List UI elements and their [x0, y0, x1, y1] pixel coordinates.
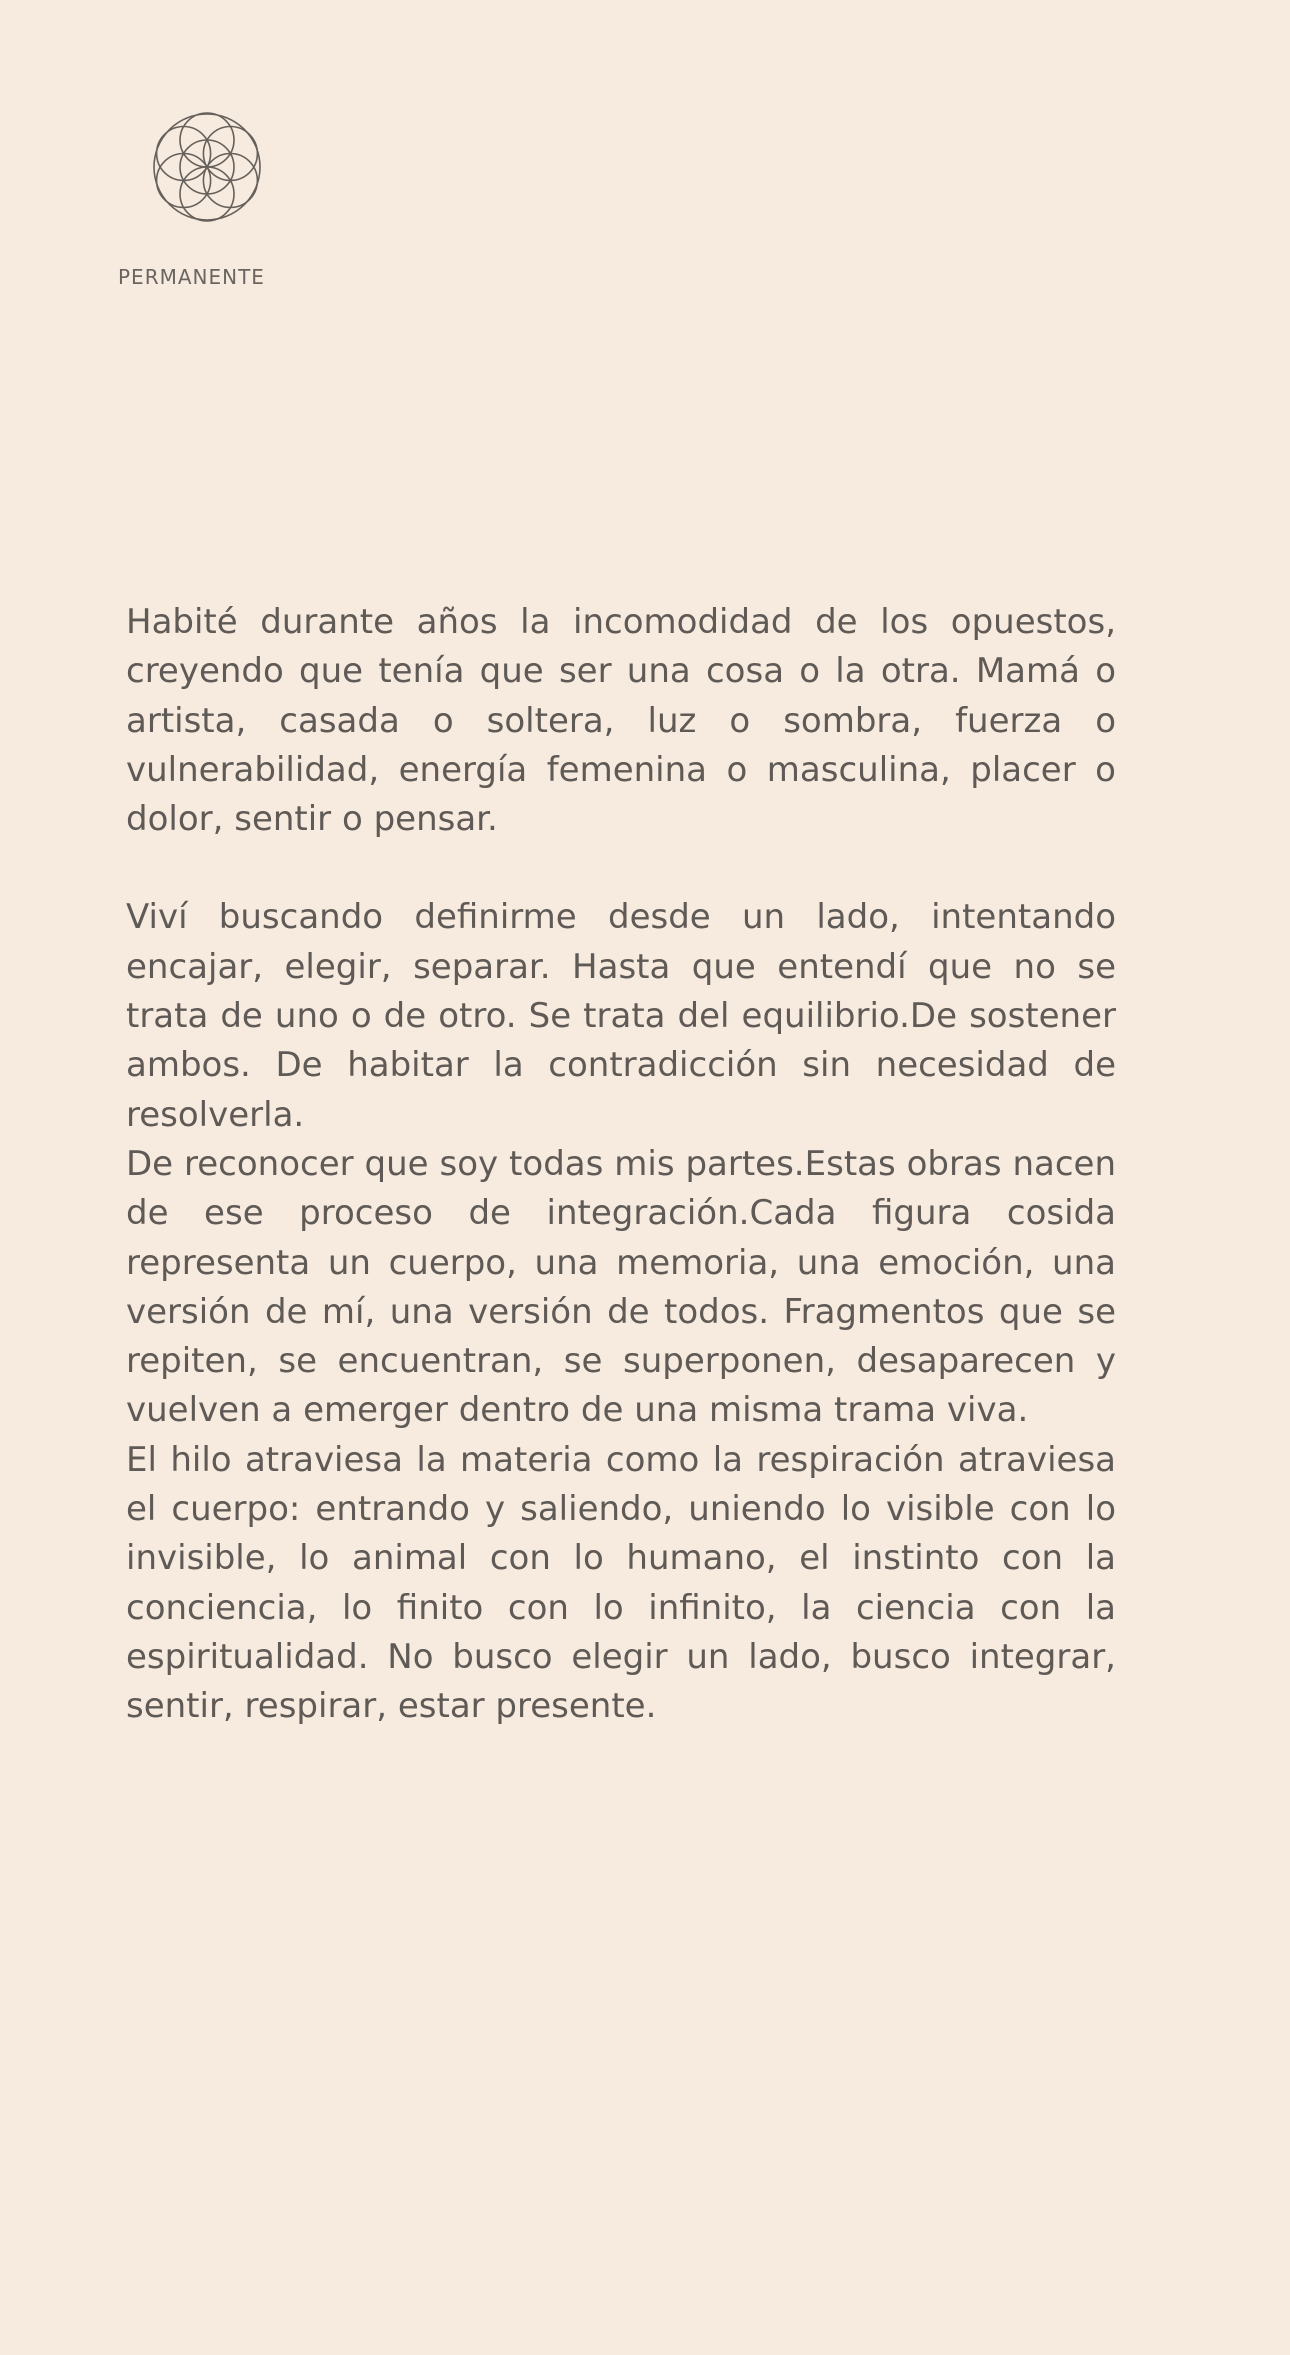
brand-name: PERMANENTE: [118, 265, 265, 289]
statement-paragraph: El hilo atraviesa la materia como la respiración atraviesa el cuerpo: entrando y saliendo, uniendo lo visible con lo invisible, lo animal con lo humano, el instinto con la conciencia, lo finito con lo infinito, la ciencia con la espiritualidad. No busco elegir un lado, busco integrar, sentir, respirar, estar presente.: [126, 1439, 1116, 1727]
statement-text: [126, 598, 1116, 1732]
seed-of-life-icon: [118, 88, 296, 248]
statement-paragraph: Viví buscando definirme desde un lado, intentando encajar, elegir, separar. Hasta que entendí que no se trata de uno o de otro. Se trata del equilibrio.De sostener ambos. De habitar la contradicción sin necesidad de resolverla.: [126, 897, 1116, 1135]
statement-paragraph: De reconocer que soy todas mis partes.Estas obras nacen de ese proceso de integración.Cada figura cosida representa un cuerpo, una memoria, una emoción, una versión de mí, una versión de todos. Fragmentos que se repiten, se encuentran, se superponen, desaparecen y vuelven a emerger dentro de una misma trama viva.: [126, 1143, 1116, 1431]
statement-paragraph: Habité durante años la incomodidad de los opuestos, creyendo que tenía que ser una cosa o la otra. Mamá o artista, casada o soltera, luz o sombra, fuerza o vulnerabilidad, energía femenina o masculina, placer o dolor, sentir o pensar.: [126, 602, 1116, 840]
brand-logo: [118, 88, 298, 289]
